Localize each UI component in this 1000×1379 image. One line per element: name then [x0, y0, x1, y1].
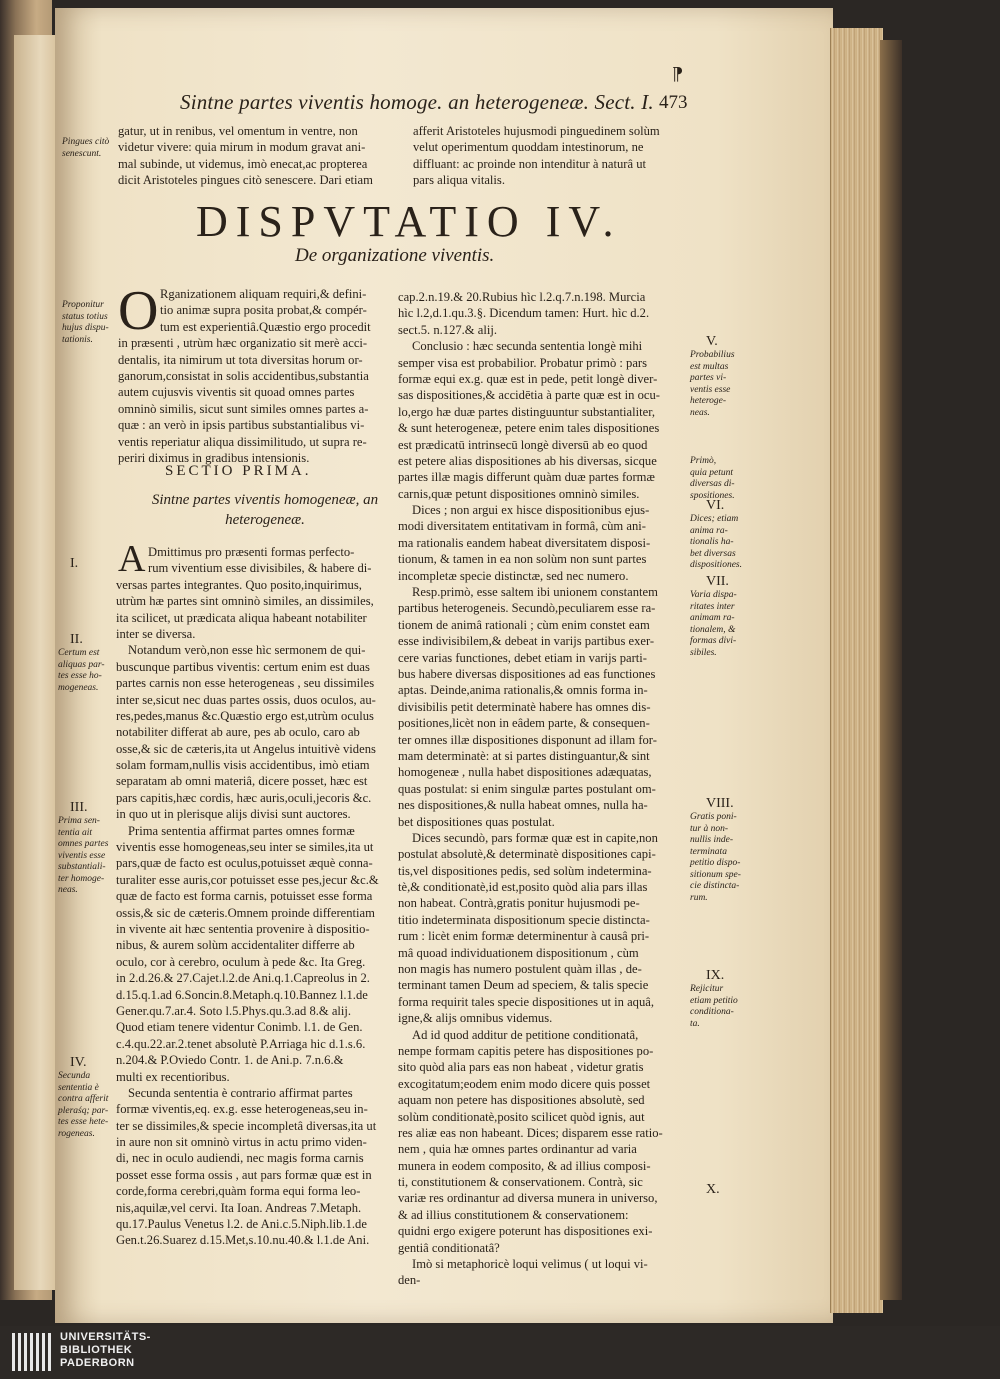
margin-number: I.	[70, 556, 79, 571]
margin-line: hujus dispu-	[62, 323, 109, 333]
text-line: nem , quia hæ omnes partes ordinantur ad varia	[398, 1142, 637, 1157]
left-page-edge	[14, 35, 59, 1290]
text-line: utrùm hæ partes sint omninò similes, an dissimiles,	[116, 594, 374, 609]
text-line: divisibilis petit determinatè habere has omnes dis-	[398, 699, 651, 714]
margin-number: II.	[70, 632, 83, 647]
margin-line: pleraśq; par-	[58, 1105, 109, 1116]
text-line: partibus heterogeneis. Secundò,peculiarem esse ra-	[398, 601, 656, 616]
text-line: Dices ; non argui ex hisce dispositionibus ejus-	[412, 503, 650, 518]
text-line: res,pedes,manus &c.Quæstio ergo est,utrùm oculus	[116, 708, 374, 723]
text-line: pars aliqua vitalis.	[413, 173, 505, 188]
text-line: quæ : an verò in ipsis partibus substantialibus vi-	[118, 418, 365, 433]
margin-line: Varia dispa-	[690, 590, 737, 600]
text-line: non magis has numero postulent quàm illas , de-	[398, 962, 642, 977]
disputation-title: DISPVTATIO IV.	[196, 197, 622, 246]
text-line: Secunda sententia è contrario affirmat partes	[128, 1085, 353, 1100]
text-line: in præsenti , utrùm hæc organizatio sit merè acci-	[118, 336, 368, 351]
text-line: modi diversitatem entitativam in formâ, cùm ani-	[398, 519, 646, 534]
text-line: variæ res ordinantur ad diversa munera in universo,	[398, 1191, 658, 1206]
text-line: solam formam,nullis visis accidentibus, imò etiam	[116, 758, 370, 773]
text-line: sas dispositiones,& accidētia à parte quæ est in ocu-	[398, 388, 660, 403]
text-line: tum est experientiâ.Quæstio ergo procedit	[160, 319, 371, 334]
text-line: den-	[398, 1273, 421, 1288]
logo-line: UNIVERSITÄTS-	[60, 1331, 151, 1343]
margin-line: heteroge-	[690, 396, 727, 406]
margin-note	[690, 984, 738, 1030]
text-line: in 2.d.26.& 27.Cajet.l.2.de Ani.q.1.Capreolus in 2.	[116, 971, 370, 986]
drop-cap: A	[118, 538, 146, 580]
margin-line: tentia ait	[58, 827, 93, 838]
margin-line: sitionum spe-	[690, 869, 741, 880]
margin-line: tur à non-	[690, 823, 728, 834]
text-line: positiones,licèt non in eâdem parte, & consequen-	[398, 716, 650, 731]
text-line: gatur, ut in renibus, vel omentum in ventre, non	[118, 124, 358, 138]
section-title: SECTIO PRIMA.	[165, 463, 312, 479]
text-line: separatam ab omni materiâ, dicere posset, hæc est	[116, 774, 368, 789]
drop-cap: O	[118, 280, 159, 342]
text-line: lo,ergo hæ duæ partes distinguuntur substantialiter,	[398, 404, 656, 419]
text-line: nis,aquilæ,vel cervi. Ita Ioan. Andreas 7.Metaph.	[116, 1200, 362, 1215]
text-line: Resp.primò, esse saltem ibi unionem constantem	[412, 585, 658, 600]
margin-line: Prima sen-	[58, 816, 100, 826]
text-line: omninò similis, sicut sunt similes omnes partes a-	[118, 401, 369, 416]
margin-line: Certum est	[58, 648, 100, 658]
margin-line: cie distincta-	[690, 881, 740, 891]
text-line: est prædicatū intrinsecū longè diversū ab eo quod	[398, 437, 648, 452]
text-line: semper visa est probabilior. Probatur primò : pars	[398, 355, 648, 370]
margin-note	[690, 590, 737, 659]
margin-line: conditiona-	[690, 1007, 734, 1017]
text-line: Dmittimus pro præsenti formas perfecto-	[148, 545, 355, 559]
margin-line: partes vi-	[690, 373, 727, 383]
text-line: velut operimentum quoddam intestinorum, ne	[413, 140, 644, 155]
text-line: in quo ut in plerisque alijs divisi sunt auctores.	[116, 807, 351, 822]
text-line: formæ equi ex.g. quæ est in pede, petit longè diver-	[398, 371, 658, 386]
text-line: mal subinde, ut videmus, imò enecat,ac propterea	[118, 156, 368, 171]
text-line: nibus, & aurem solùm accidentaliter differre ab	[116, 938, 355, 953]
text-line: aptas. Deinde,anima rationalis,& omnis forma in-	[398, 683, 648, 698]
text-line: partes illæ magis differunt quàm duæ partes formæ	[398, 470, 655, 485]
margin-line: spositiones.	[690, 490, 735, 501]
top-right-column	[413, 123, 660, 189]
text-line: dicit Aristoteles pingues citò senescere. Dari etiam	[118, 173, 373, 188]
margin-number: IX.	[706, 968, 725, 983]
text-line: diffluant: ac proinde non intenditur à naturâ ut	[413, 156, 647, 171]
text-line: munera in eodem composito, & ad illius composi-	[398, 1158, 651, 1173]
text-line: carnis,quæ petunt dispositiones omninò similes.	[398, 486, 640, 501]
margin-line: Probabilius	[690, 350, 735, 360]
margin-note	[58, 816, 108, 897]
margin-line: mogeneas.	[58, 682, 99, 693]
text-line: tè,& conditionatè,id est,posito quòd alia pars illas	[398, 880, 648, 895]
text-line: in aure non sit omninò virtus in actu primo viden-	[116, 1135, 367, 1150]
page-number: 473	[659, 92, 688, 113]
text-line: mâ quoad individuationem dispositionum , cùm	[398, 945, 639, 960]
margin-line: Gratis poni-	[690, 812, 737, 822]
text-line: igne,& alijs omnibus videmus.	[398, 1011, 553, 1026]
text-line: versas partes integrantes. Quo posito,inquirimus,	[116, 577, 362, 592]
text-line: Gen.t.26.Suarez d.15.Met,s.10.nu.40.& l.1.de Ani.	[116, 1233, 370, 1248]
text-line: excogitatum;eodem enim modo dicere quis posset	[398, 1076, 651, 1091]
text-line: Rganizationem aliquam requiri,& defini-	[160, 287, 367, 301]
text-line: Dices secundò, pars formæ quæ est in capite,non	[412, 830, 658, 845]
text-line: terminant tamen Deum ad speciem, & talis specie	[398, 978, 649, 993]
page-fore-edge	[830, 28, 883, 1313]
text-line: partes carnis non esse heterogeneas , seu dissimiles	[116, 676, 375, 691]
margin-line: omnes partes	[58, 839, 109, 849]
text-line: turaliter esse auris,cor potuisset esse pes,jecur &c.&	[116, 872, 379, 887]
margin-line: aliquas par-	[58, 659, 105, 670]
text-line: posset esse forma ossis , aut pars formæ quæ est in	[116, 1167, 372, 1182]
margin-line: Rejicitur	[690, 984, 724, 994]
margin-line: Dices; etiam	[690, 514, 739, 524]
library-logo-icon	[12, 1333, 52, 1371]
text-line: Conclusio : hæc secunda sententia longè mihi	[412, 339, 643, 354]
margin-line: contra afferit	[58, 1094, 109, 1104]
margin-line: ritates inter	[690, 601, 735, 612]
text-line: Notandum verò,non esse hìc sermonem de qui-	[128, 643, 366, 658]
text-line: incompletæ specie distinctæ, sed nec numero.	[398, 568, 629, 583]
text-line: ti, constitutionem & conservationem. Contrà, sic	[398, 1175, 643, 1190]
margin-line: petitio dispo-	[690, 858, 741, 868]
text-line: c.4.qu.22.ar.2.tenet absolutè P.Arriaga hic d.1.s.6.	[116, 1036, 366, 1051]
margin-number: IV.	[70, 1055, 87, 1070]
text-line: bus habere diversas dispositiones ad eas functiones	[398, 666, 656, 681]
margin-number: V.	[706, 334, 718, 349]
text-line: Ad id quod additur de petitione conditionatâ,	[412, 1027, 639, 1042]
margin-line: quia petunt	[690, 467, 734, 478]
text-line: nempe formam capitis petere has dispositiones po-	[398, 1043, 654, 1058]
margin-line: animam ra-	[690, 613, 735, 623]
text-line: quidni ergo exigere poterunt has dispositiones exi-	[398, 1224, 653, 1239]
text-line: res aliæ eas non habeant. Dices; disparem esse ratio-	[398, 1125, 663, 1140]
text-line: cap.2.n.19.& 20.Rubius hìc l.2.q.7.n.198. Murcia	[398, 290, 646, 304]
logo-line: PADERBORN	[60, 1357, 135, 1369]
text-line: qu.17.Paulus Venetus l.2. de Ani.c.5.Niph.lib.1.de	[116, 1217, 367, 1232]
catchmark: ⁋	[672, 64, 684, 84]
text-line: ita scilicet, ut prædicata aliqua habeant notabiliter	[116, 610, 367, 625]
text-line: d.15.q.1.ad 6.Soncin.8.Metaph.q.10.Bannez l.1.de	[116, 987, 368, 1002]
text-line: Quod etiam tenere videntur Conimb. l.1. de Gen.	[116, 1020, 363, 1035]
text-line: cere varias functiones, debet etiam in varijs parti-	[398, 650, 647, 665]
margin-line: nullis inde-	[690, 835, 734, 845]
margin-line: Proponitur	[62, 300, 104, 310]
text-line: Imò si metaphoricè loqui velimus ( ut loqui vi-	[412, 1257, 648, 1272]
margin-line: ta.	[690, 1018, 700, 1029]
margin-line: bet diversas	[690, 548, 736, 559]
margin-note	[58, 648, 105, 694]
margin-line: status totius	[62, 311, 108, 322]
margin-line: sententia è	[58, 1082, 99, 1093]
text-line: notabiliter differat ab aure, pes ab oculo, caro ab	[116, 725, 360, 740]
text-line: oculo, cor à cerebro, oculum à pede &c. Ita Greg.	[116, 954, 366, 969]
margin-line: est multas	[690, 361, 729, 372]
margin-number: VII.	[706, 574, 729, 589]
text-line: ter omnes illæ dispositiones disponunt ad illam for-	[398, 732, 657, 747]
left-body-column	[116, 544, 379, 1249]
text-line: multi ex recentioribus.	[116, 1069, 230, 1084]
text-line: n.204.& P.Oviedo Contr. 1. de Ani.p. 7.n.6.&	[116, 1053, 344, 1068]
text-line: forma requirit tales specie dispositiones ut in aquâ,	[398, 994, 655, 1009]
margin-line: tes esse ho-	[58, 671, 102, 681]
margin-line: viventis esse	[58, 850, 106, 861]
text-line: pars,quæ de facto est oculus,potuisset æquè conna-	[116, 856, 373, 871]
margin-line: rum.	[690, 892, 708, 903]
text-line: quæ de facto est forma carnis, potuisset esse forma	[116, 889, 373, 904]
margin-line: etiam petitio	[690, 995, 738, 1006]
margin-number: X.	[706, 1182, 720, 1197]
margin-line: ventis esse	[690, 384, 731, 395]
text-line: sito quòd alia pars eas non habeat , videtur gratis	[398, 1060, 644, 1075]
text-line: ventis reperiatur aliqua dissimilitudo, ut supra re-	[118, 434, 367, 449]
text-line: dentalis, ita nimirum ut tota diversitas horum or-	[118, 352, 363, 367]
text-line: esse indivisibilem,& debeat in varijs partibus exer-	[398, 634, 655, 649]
text-line: periri diximus in gradibus intensionis.	[118, 450, 310, 465]
text-line: titio indeterminata dispositionum specie distincta-	[398, 912, 650, 927]
disputation-subtitle: De organizatione viventis.	[295, 245, 495, 266]
text-line: afferit Aristoteles hujusmodi pinguedinem solùm	[413, 124, 660, 138]
book-edge-shadow	[880, 40, 902, 1300]
text-line: non habeat. Contrà,gratis ponitur hujusmodi pe-	[398, 896, 640, 911]
text-line: di, nec in oculo audiendi, nec magis forma carnis	[116, 1151, 364, 1166]
margin-line: Pingues citò	[62, 137, 110, 147]
margin-note	[690, 456, 735, 502]
text-line: corde,forma cerebri,quàm forma equi forma leo-	[116, 1184, 361, 1199]
running-head: Sintne partes viventis homoge. an heterogeneæ. Sect. I.	[180, 90, 654, 114]
margin-number: VI.	[706, 498, 725, 513]
text-line: viventis esse homogeneas,seu inter se similes,ita ut	[116, 840, 374, 855]
text-line: nes dispositiones,& nulla habeat omnes, nulla ha-	[398, 798, 648, 813]
margin-note	[690, 514, 742, 572]
margin-line: substantiali-	[58, 862, 106, 872]
logo-line: BIBLIOTHEK	[60, 1344, 133, 1356]
margin-line: tionalem, &	[690, 624, 736, 635]
section-subtitle: Sintne partes viventis homogeneæ, an heterogeneæ.	[151, 492, 379, 528]
text-line: mam determinatè: at si partes distinguantur,& sint	[398, 748, 650, 763]
margin-number: III.	[70, 800, 88, 815]
text-line: videtur vivere: quia mirum in modum gravat ani-	[118, 140, 366, 155]
margin-line: rogeneas.	[58, 1128, 95, 1139]
text-line: tionum, & tamen in ea non solùm non sunt partes	[398, 552, 647, 567]
text-line: solùm conditionatè,posito scilicet quòd ignis, aut	[398, 1109, 645, 1124]
text-line: buscunque partibus viventis: certum enim est duas	[116, 659, 370, 674]
margin-note-top	[62, 137, 109, 160]
text-line: tis,vel dispositiones pedis, sed solùm indetermina-	[398, 863, 652, 878]
margin-note	[58, 1071, 108, 1140]
margin-line: Primò,	[690, 456, 717, 466]
text-line: osse,& sic de cæteris,ita ut Angelus intuitivè videns	[116, 741, 376, 756]
text-line: postulat absolutè,& determinatè dispositiones capi-	[398, 847, 656, 862]
text-line: Prima sententia affirmat partes omnes formæ	[128, 823, 355, 838]
text-line: bet dispositiones quas postulat.	[398, 814, 555, 829]
margin-line: sibiles.	[690, 647, 717, 658]
text-line: ganorum,consistat in solis accidentibus,substantia	[118, 368, 369, 383]
text-line: tio animæ supra posita probat,& compér-	[160, 303, 367, 318]
text-line: quas postulat: si enim singulæ partes postulant om-	[398, 781, 656, 796]
text-line: pars capitis,hæc cordis, hæc auris,oculi,jecoris &c.	[116, 790, 372, 805]
margin-line: tes esse hete-	[58, 1117, 109, 1127]
text-line: inter se,sicut nec duas partes ossis, duos oculos, au-	[116, 692, 376, 707]
margin-line: neas.	[58, 885, 78, 895]
margin-line: diversas di-	[690, 479, 735, 489]
text-line: ter se dissimiles,& specie incompletâ diversas,ita ut	[116, 1118, 377, 1133]
margin-line: neas.	[690, 407, 710, 418]
text-line: inter se diversa.	[116, 626, 196, 641]
margin-note	[690, 812, 741, 904]
text-line: in vivente ait hæc sententia provenire à dispositio-	[116, 921, 370, 936]
margin-line: dispositiones.	[690, 560, 742, 570]
text-line: & ad illius constitutionem & conservationem:	[398, 1207, 629, 1222]
right-body-column	[398, 289, 663, 1289]
margin-note	[690, 350, 735, 419]
margin-line: Secunda	[58, 1071, 91, 1081]
intro-column	[118, 286, 371, 466]
text-line: sect.5. n.127.& alij.	[398, 322, 497, 337]
text-line: homogeneæ , nulla habet dispositiones adæquatas,	[398, 765, 652, 780]
margin-number: VIII.	[706, 796, 734, 811]
text-line: ossis,& sic de cæteris.Omnem proinde differentiam	[116, 905, 375, 920]
text-line: gentiâ conditionatâ?	[398, 1240, 500, 1255]
margin-line: tationis.	[62, 334, 93, 345]
text-line: autem cujusvis viventis sit quoad omnes partes	[118, 385, 355, 400]
text-line: aquam non petere has dispositiones absolutè, sed	[398, 1093, 645, 1108]
library-logo	[60, 1331, 151, 1370]
margin-line: anima ra-	[690, 525, 728, 536]
text-line: rum : licèt enim formæ determinentur à causâ pri-	[398, 929, 650, 944]
margin-line: tionalis ha-	[690, 537, 734, 547]
margin-note-intro	[62, 300, 109, 346]
margin-line: terminata	[690, 846, 727, 857]
margin-line: formas divi-	[690, 636, 737, 646]
text-line: & sunt heterogeneæ, petere enim tales dispositiones	[398, 421, 660, 436]
text-line: tionem de animâ rationali ; cùm enim constet eam	[398, 617, 650, 632]
text-line: Gener.qu.7.ar.4. Soto l.5.Phys.qu.3.ad 8.& alij.	[116, 1003, 352, 1018]
margin-line: senescunt.	[62, 148, 102, 159]
text-line: rum viventium esse divisibiles, & habere di-	[148, 561, 372, 576]
text-line: ma rationalis eandem habeat diversitatem disposi-	[398, 535, 651, 550]
top-left-column	[118, 123, 373, 189]
text-line: est petere alias dispositiones ab his diversas, sicque	[398, 453, 657, 468]
margin-line: ter homoge-	[58, 873, 105, 884]
text-line: formæ viventis,eq. ex.g. esse heterogeneas,seu in-	[116, 1102, 368, 1117]
text-line: hìc l.2,d.1.qu.3.§. Dicendum tamen: Hurt. hìc d.2.	[398, 306, 650, 321]
